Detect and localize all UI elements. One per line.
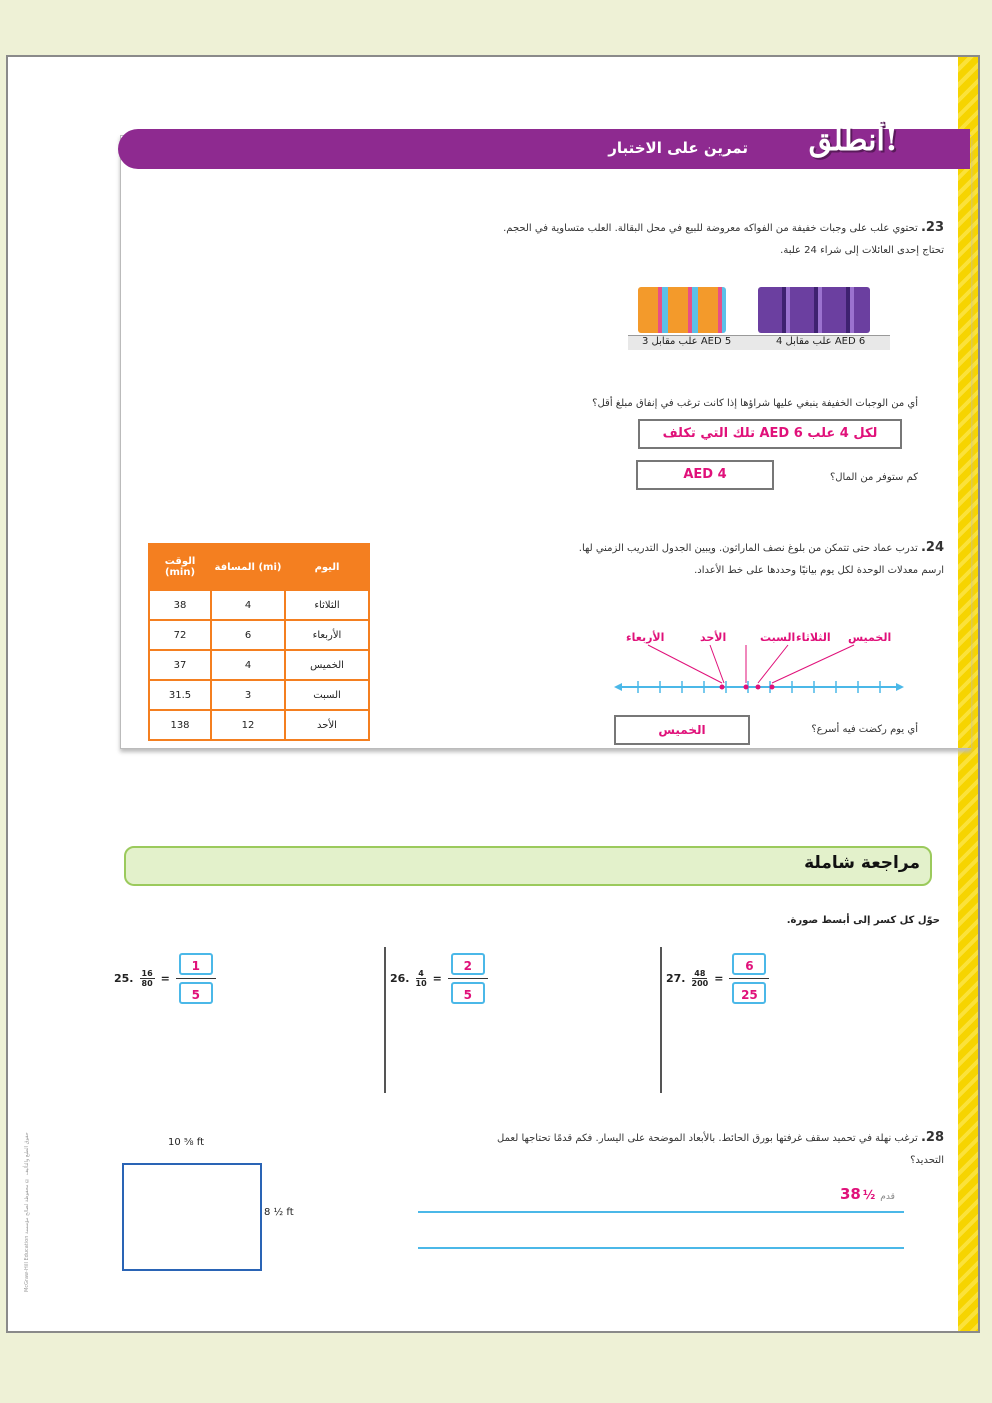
q28-answer-unit: قدم — [880, 1192, 895, 1202]
rectangle-height-label: 8 ½ ft — [264, 1207, 294, 1218]
column-divider — [660, 947, 662, 1093]
snack-pack-purple — [758, 287, 870, 333]
copyright-note: McGraw-Hill Education حقوق الطبع والتأليف © محفوظة لصالح مؤسسة — [24, 1132, 30, 1292]
numline-label-tuesday: الثلاثاء — [796, 631, 831, 644]
table-cell: الأربعاء — [285, 620, 369, 650]
q28-answer-fraction: ½ — [862, 1188, 876, 1202]
answer-fraction — [729, 953, 769, 1004]
ceiling-rectangle — [122, 1163, 262, 1271]
answer-fraction — [448, 953, 488, 1004]
q23-line1: تحتوي علب على وجبات خفيفة من الفواكه معروضة للبيع في محل البقالة. العلب متساوية في الحجم. — [503, 223, 918, 234]
table-cell: السبت — [285, 680, 369, 710]
table-cell: 3 — [211, 680, 285, 710]
q28-number: 28. — [920, 1130, 944, 1145]
fraction-denominator: 80 — [141, 979, 153, 988]
q24-text — [424, 537, 944, 582]
numline-label-thursday: الخميس — [848, 631, 892, 644]
table-row — [149, 710, 369, 740]
table-row — [149, 620, 369, 650]
q23-answer1-box[interactable]: تلك التي تكلف AED 6 لكل 4 علب — [638, 419, 902, 449]
q28-text — [354, 1127, 944, 1172]
q24-line2: ارسم معدلات الوحدة لكل يوم بيانيًا وحددها على خط الأعداد. — [694, 565, 944, 576]
q24-question: أي يوم ركضت فيه أسرع؟ — [811, 724, 918, 735]
number-line — [608, 627, 908, 707]
equals-sign: = — [714, 972, 724, 985]
answer-denominator-box[interactable]: 5 — [451, 982, 485, 1004]
q23-answer2-box[interactable]: AED 4 — [636, 460, 774, 490]
fraction-bar — [448, 978, 488, 979]
q24-line1: تدرب عماد حتى تتمكن من بلوغ نصف الماراثون. ويبين الجدول التدريب الزمني لها. — [578, 543, 918, 554]
answer-line[interactable] — [418, 1211, 904, 1213]
table-cell: 12 — [211, 710, 285, 740]
snack-products-image — [628, 279, 888, 359]
original-fraction — [692, 969, 709, 988]
table-row — [149, 650, 369, 680]
workbook-page — [6, 55, 980, 1333]
q23-question1: أي من الوجبات الخفيفة ينبغي عليها شراؤها إذا كانت ترغب في إنفاق مبلغ أقل؟ — [592, 398, 918, 409]
test-practice-banner — [118, 123, 970, 169]
review-section-bar — [124, 846, 932, 886]
original-fraction — [416, 969, 427, 988]
price-label-a: 3 علب مقابل AED 5 — [642, 336, 732, 347]
answer-fraction — [176, 953, 216, 1004]
numline-left-arrow — [614, 683, 622, 691]
banner-go-text: أنطلق! — [808, 123, 898, 158]
q23-line2: تحتاج إحدى العائلات إلى شراء 24 علبة. — [780, 245, 944, 256]
table-row — [149, 680, 369, 710]
q28-answer-whole: 38 — [840, 1185, 861, 1203]
table-cell: 4 — [211, 590, 285, 620]
review-title: مراجعة شاملة — [804, 853, 920, 873]
snack-pack-orange — [638, 287, 726, 333]
fraction-item-27 — [666, 953, 769, 1004]
answer-denominator-box[interactable]: 25 — [732, 982, 766, 1004]
table-header-time: الوقت (min) — [149, 544, 211, 590]
table-cell: 38 — [149, 590, 211, 620]
price-label-b: 4 علب مقابل AED 6 — [776, 336, 866, 347]
fraction-numerator: 4 — [418, 969, 424, 978]
answer-numerator-box[interactable]: 6 — [732, 953, 766, 975]
numline-label-sunday: الأحد — [700, 631, 727, 644]
table-cell: 31.5 — [149, 680, 211, 710]
fraction-denominator: 10 — [415, 979, 427, 988]
review-instruction: حوّل كل كسر إلى أبسط صورة. — [786, 915, 940, 926]
q23-question2: كم ستوفر من المال؟ — [829, 472, 918, 483]
numline-right-arrow — [896, 683, 904, 691]
rectangle-width-label: 10 ⅝ ft — [168, 1137, 205, 1148]
numline-label-wednesday: الأربعاء — [626, 631, 665, 644]
answer-numerator-box[interactable]: 1 — [179, 953, 213, 975]
banner-subtitle: تمرين على الاختبار — [608, 139, 748, 157]
answer-line[interactable] — [418, 1247, 904, 1249]
answer-denominator-box[interactable]: 5 — [179, 982, 213, 1004]
numline-pointers — [648, 645, 854, 683]
item-number: 26. — [390, 972, 410, 985]
fraction-item-25 — [114, 953, 216, 1004]
q28-line1: ترغب نهلة في تحميد سقف غرفتها بورق الحائط. بالأبعاد الموضحة على اليسار. فكم قدمًا تحتاجها لعمل — [497, 1133, 918, 1144]
table-header-distance: المسافة (mi) — [211, 544, 285, 590]
table-cell: الثلاثاء — [285, 590, 369, 620]
equals-sign: = — [432, 972, 442, 985]
fraction-bar — [729, 978, 769, 979]
table-cell: 72 — [149, 620, 211, 650]
q23-number: 23. — [920, 220, 944, 235]
q23-text — [324, 217, 944, 262]
fraction-numerator: 16 — [141, 969, 153, 978]
table-cell: 6 — [211, 620, 285, 650]
column-divider — [384, 947, 386, 1093]
table-cell: 4 — [211, 650, 285, 680]
q28-line2: التحديد؟ — [910, 1155, 944, 1166]
training-table — [148, 543, 370, 741]
table-cell: 37 — [149, 650, 211, 680]
item-number: 25. — [114, 972, 134, 985]
table-row — [149, 590, 369, 620]
q24-number: 24. — [920, 540, 944, 555]
equals-sign: = — [160, 972, 170, 985]
original-fraction — [140, 969, 155, 988]
table-cell: 138 — [149, 710, 211, 740]
table-header-day: اليوم — [285, 544, 369, 590]
fraction-item-26 — [390, 953, 488, 1004]
answer-numerator-box[interactable]: 2 — [451, 953, 485, 975]
q24-answer-box[interactable]: الخميس — [614, 715, 750, 745]
q28-answer[interactable] — [840, 1185, 895, 1203]
numline-label-saturday: السبت — [760, 631, 796, 644]
table-cell: الأحد — [285, 710, 369, 740]
table-cell: الخميس — [285, 650, 369, 680]
item-number: 27. — [666, 972, 686, 985]
fraction-bar — [176, 978, 216, 979]
fraction-numerator: 48 — [694, 969, 706, 978]
fraction-denominator: 200 — [691, 979, 709, 988]
